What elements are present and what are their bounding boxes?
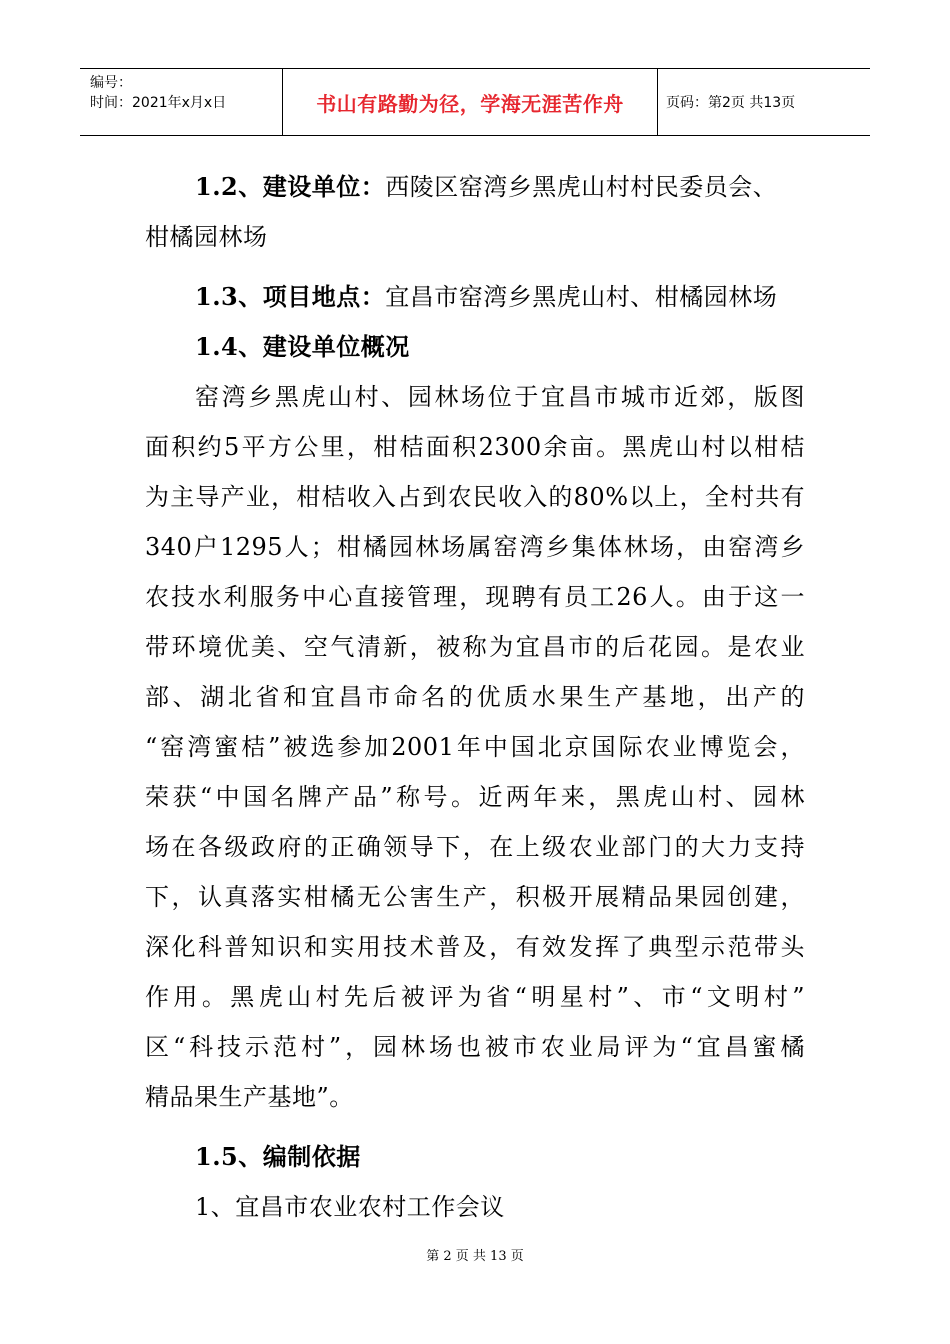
header-meta (80, 69, 283, 135)
number-label: 编号： (90, 75, 132, 91)
section-1-3 (145, 272, 805, 322)
header-motto: 书山有路勤为径，学海无涯苦作舟 (283, 69, 658, 135)
section-1-4-heading: 1.4、建设单位概况 (195, 332, 410, 361)
paragraph-line: “窑湾蜜桔”被选参加2001年中国北京国际农业博览会， (145, 733, 805, 761)
paragraph-line: 为主导产业，柑桔收入占到农民收入的80%以上，全村共有 (145, 483, 805, 511)
paragraph-line: 农技水利服务中心直接管理，现聘有员工26人。由于这一 (145, 583, 805, 611)
paragraph-line: 下，认真落实柑橘无公害生产，积极开展精品果园创建， (145, 883, 805, 911)
document-body (145, 162, 805, 1232)
section-heading: 1.3、项目地点： (195, 282, 386, 311)
section-1-5-heading: 1.5、编制依据 (195, 1142, 361, 1171)
paragraph-line: 带环境优美、空气清新，被称为宜昌市的后花园。是农业 (145, 633, 805, 661)
section-heading: 1.2、建设单位： (195, 172, 386, 201)
paragraph-line: 作用。黑虎山村先后被评为省“明星村”、市“文明村” (145, 983, 805, 1011)
paragraph-line: 深化科普知识和实用技术普及，有效发挥了典型示范带头 (145, 933, 805, 961)
paragraph-line: 面积约5平方公里，柑桔面积2300余亩。黑虎山村以柑桔 (145, 433, 805, 461)
paragraph-line: 场在各级政府的正确领导下，在上级农业部门的大力支持 (145, 833, 805, 861)
paragraph-line: 340户1295人；柑橘园林场属窑湾乡集体林场，由窑湾乡 (145, 533, 805, 561)
header-page-info: 页码：第2页 共13页 (666, 95, 796, 111)
paragraph-line: 部、湖北省和宜昌市命名的优质水果生产基地，出产的 (145, 683, 805, 711)
time-label: 时间：2021年x月x日 (90, 95, 227, 111)
header-table (80, 68, 870, 136)
paragraph-line: 精品果生产基地”。 (145, 1083, 354, 1111)
paragraph-line: 荣获“中国名牌产品”称号。近两年来，黑虎山村、园林 (145, 783, 805, 811)
list-item: 1、宜昌市农业农村工作会议 (195, 1193, 505, 1221)
paragraph-line: 区“科技示范村”，园林场也被市农业局评为“宜昌蜜橘 (145, 1033, 805, 1061)
section-text: 西陵区窑湾乡黑虎山村村民委员会、 (385, 173, 778, 201)
paragraph-line: 窑湾乡黑虎山村、园林场位于宜昌市城市近郊，版图 (195, 383, 805, 411)
section-text: 宜昌市窑湾乡黑虎山村、柑橘园林场 (385, 283, 778, 311)
section-1-2-continued: 柑橘园林场 (145, 223, 268, 251)
page-footer: 第 2 页 共 13 页 (426, 1249, 524, 1264)
section-1-4-paragraph (145, 372, 805, 1122)
section-1-2 (145, 162, 805, 212)
